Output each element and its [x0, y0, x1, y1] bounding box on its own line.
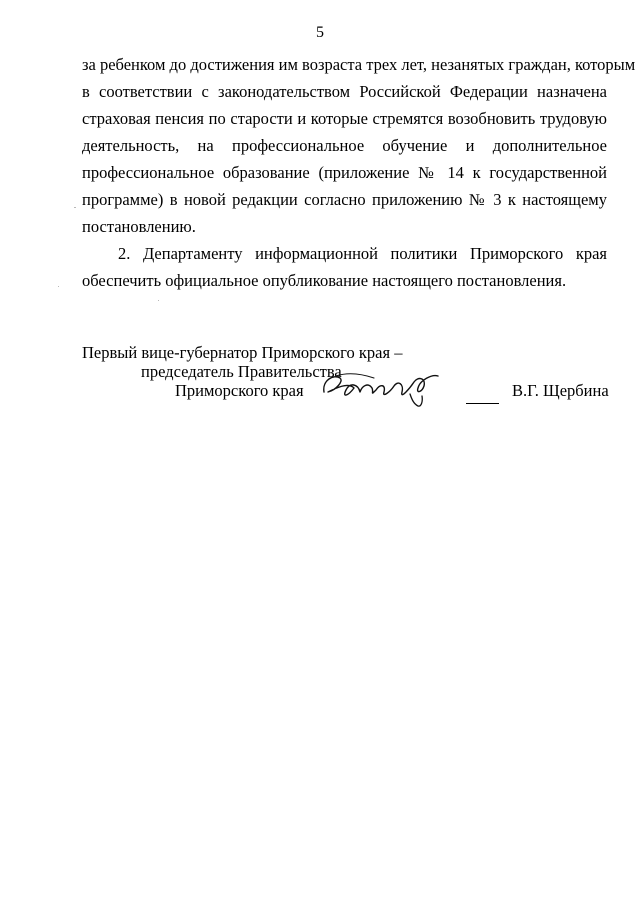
paragraph-line: 2. Департаменту информационной политики Приморского края — [118, 244, 607, 263]
signature-dash — [466, 403, 499, 404]
paragraph-line: обеспечить официальное опубликование настоящего постановления. — [82, 271, 567, 290]
signatory-position-line: Первый вице-губернатор Приморского края – — [82, 343, 403, 362]
signatory-position-line: Приморского края — [175, 381, 304, 400]
signer-name: В.Г. Щербина — [512, 381, 609, 400]
handwritten-signature — [318, 362, 468, 412]
scan-artifact — [158, 300, 159, 301]
paragraph-line: профессиональное образование (приложение № 14 к государственной — [82, 163, 607, 182]
paragraph-line: за ребенком до достижения им возраста трех лет, незанятых граждан, которым — [82, 55, 636, 74]
signatory-position-line: председатель Правительства — [141, 362, 342, 381]
scan-artifact — [74, 207, 76, 208]
paragraph-line: страховая пенсия по старости и которые стремятся возобновить трудовую — [82, 109, 607, 128]
paragraph-line: программе) в новой редакции согласно приложению № 3 к настоящему — [82, 190, 607, 209]
scan-artifact — [58, 286, 59, 287]
paragraph-line: в соответствии с законодательством Российской Федерации назначена — [82, 82, 607, 101]
page-number: 5 — [316, 24, 324, 41]
paragraph-line: постановлению. — [82, 217, 196, 236]
paragraph-line: деятельность, на профессиональное обучение и дополнительное — [82, 136, 607, 155]
